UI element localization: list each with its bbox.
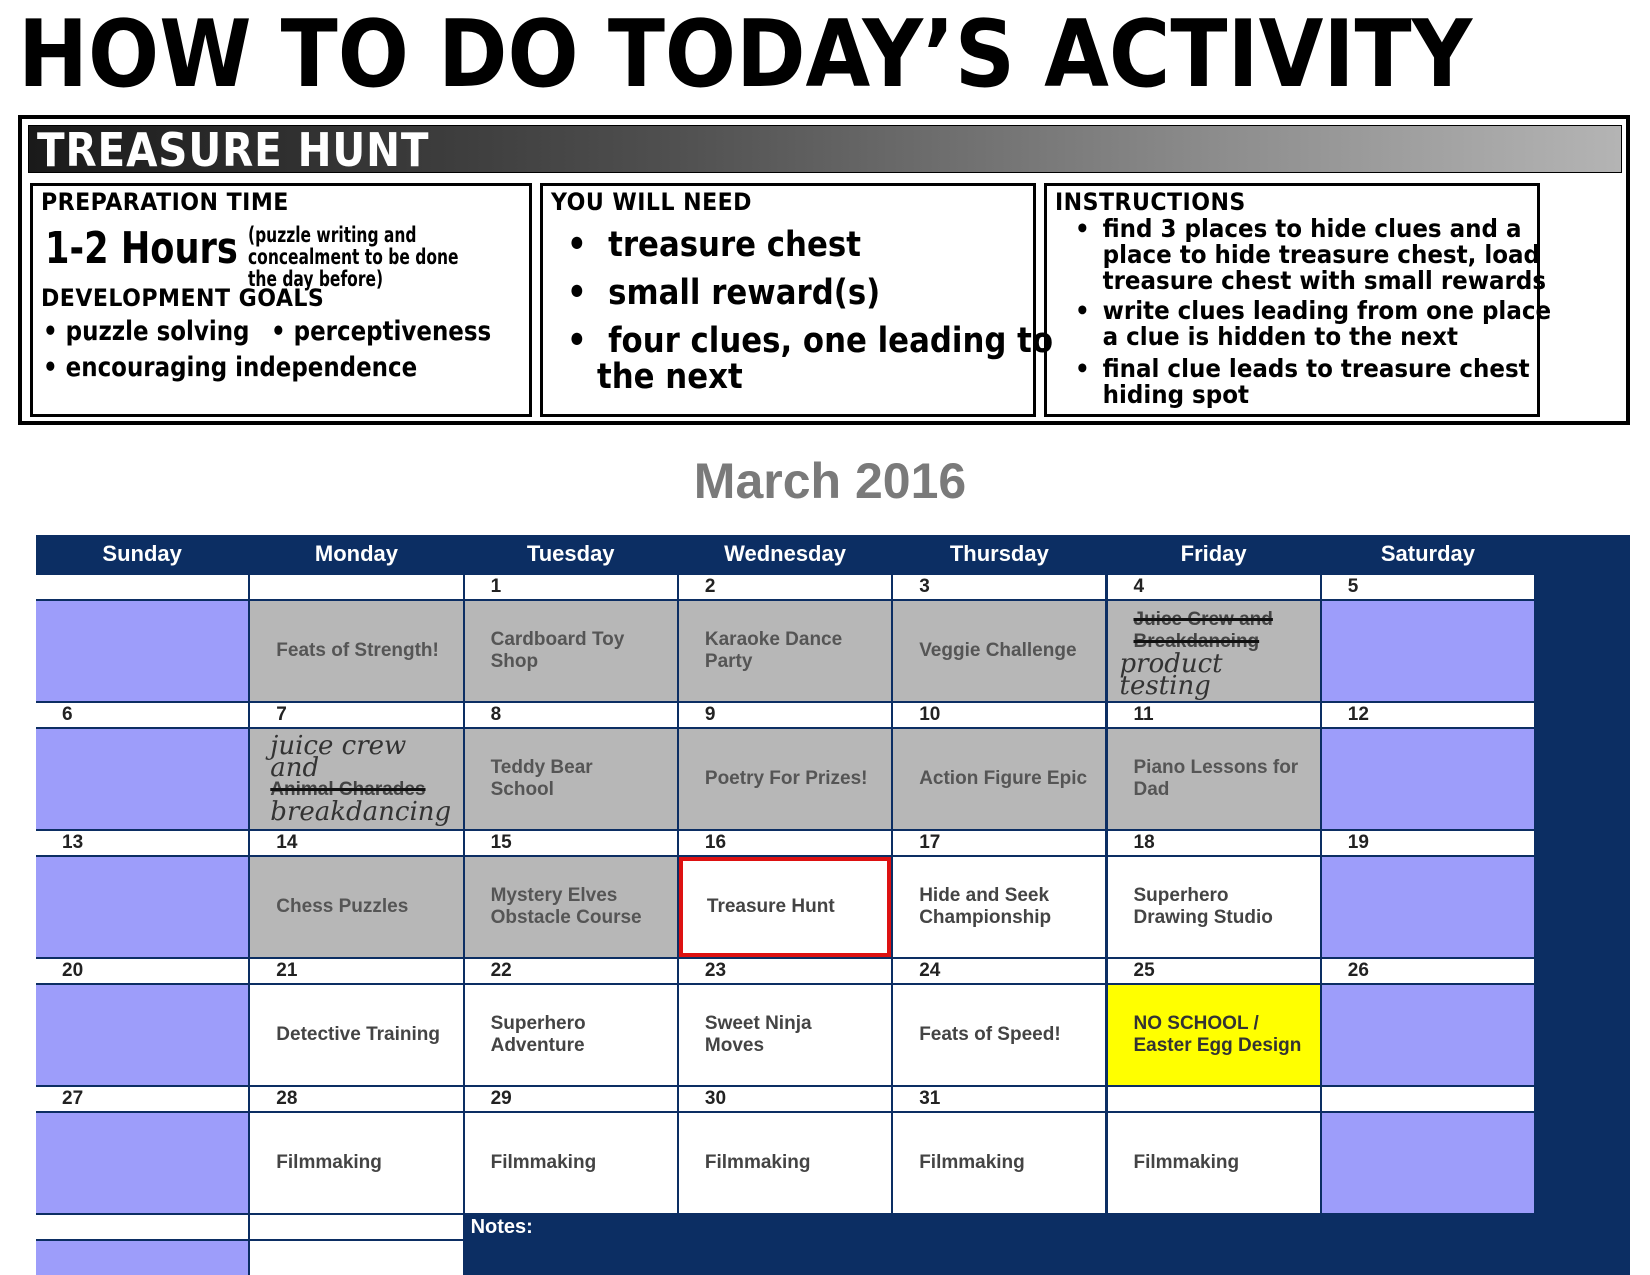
event-label: Filmmaking	[490, 1152, 597, 1173]
goal-item: • puzzle solving	[43, 316, 250, 347]
day-number-cell	[893, 1087, 1105, 1111]
event-label: Filmmaking	[276, 1152, 382, 1173]
day-header: Wednesday	[724, 541, 846, 566]
day-number-cell	[250, 1087, 462, 1111]
day-number-cell	[36, 831, 248, 855]
day-number-cell	[893, 831, 1105, 855]
event-cell[interactable]	[465, 729, 677, 829]
day-number: 25	[1133, 960, 1155, 981]
day-number: 14	[276, 832, 298, 853]
day-header: Tuesday	[526, 541, 615, 566]
day-number-cell	[679, 959, 891, 983]
need-item-continued: the next	[597, 357, 743, 397]
need-item: • four clues, one leading to	[567, 321, 1054, 361]
event-cell[interactable]	[36, 985, 248, 1085]
event-label: Feats of Strength!	[276, 640, 439, 661]
event-label: Feats of Speed!	[919, 1024, 1061, 1045]
day-number: 20	[62, 960, 84, 981]
event-cell[interactable]	[36, 1113, 248, 1213]
event-cell[interactable]	[1322, 1113, 1534, 1213]
handwritten-note: breakdancing	[270, 797, 452, 827]
notes-row-cell	[36, 1241, 248, 1275]
handwritten-note: product testing	[1119, 649, 1223, 701]
prep-note: (puzzle writing and concealment to be done the day before)	[248, 223, 459, 291]
page-title: HOW TO DO TODAY’S ACTIVITY	[18, 0, 1473, 108]
day-number-cell	[250, 831, 462, 855]
event-label: NO SCHOOL / Easter Egg Design	[1133, 1013, 1302, 1056]
day-number: 8	[490, 704, 502, 725]
event-label: Sweet Ninja Moves	[704, 1013, 812, 1056]
day-number: 19	[1347, 832, 1369, 853]
day-number-cell	[1322, 703, 1534, 727]
day-number: 31	[919, 1088, 941, 1109]
event-cell[interactable]	[465, 601, 677, 701]
day-number-cell	[465, 1087, 677, 1111]
day-number-cell	[1322, 1087, 1534, 1111]
event-cell[interactable]	[893, 985, 1105, 1085]
day-header: Friday	[1180, 541, 1247, 566]
event-label: Mystery Elves Obstacle Course	[490, 885, 642, 928]
event-cell[interactable]	[893, 729, 1105, 829]
preparation-panel	[30, 183, 532, 417]
goal-item: • perceptiveness	[271, 316, 492, 347]
event-cell[interactable]	[250, 601, 462, 701]
event-cell[interactable]	[1108, 857, 1320, 957]
instructions-heading: INSTRUCTIONS	[1055, 188, 1246, 216]
event-label: Filmmaking	[704, 1152, 811, 1173]
day-number: 29	[490, 1088, 512, 1109]
day-number: 22	[490, 960, 512, 981]
day-number-cell	[465, 959, 677, 983]
day-number-cell	[465, 831, 677, 855]
calendar-title: March 2016	[693, 453, 967, 509]
day-number-cell	[1108, 703, 1320, 727]
instruction-item: • final clue leads to treasure chest hiding spot	[1075, 354, 1530, 409]
day-number-cell	[893, 703, 1105, 727]
day-number-cell	[1108, 575, 1320, 599]
event-label: Veggie Challenge	[919, 640, 1077, 661]
day-number: 5	[1347, 576, 1359, 597]
event-label: Piano Lessons for Dad	[1133, 757, 1299, 800]
prep-time: 1-2 Hours	[45, 223, 238, 274]
day-number-cell	[893, 575, 1105, 599]
event-label: Treasure Hunt	[706, 896, 835, 917]
day-number-cell	[1108, 831, 1320, 855]
event-cell[interactable]	[1322, 601, 1534, 701]
activity-name: TREASURE HUNT	[37, 123, 430, 177]
event-cell[interactable]	[1108, 985, 1320, 1085]
day-number-cell	[36, 575, 248, 599]
event-cell[interactable]	[1108, 1113, 1320, 1213]
event-cell[interactable]	[1108, 729, 1320, 829]
day-number-cell	[679, 831, 891, 855]
event-cell[interactable]	[465, 985, 677, 1085]
day-number-cell	[250, 575, 462, 599]
event-cell[interactable]	[1322, 985, 1534, 1085]
need-item: • small reward(s)	[567, 273, 881, 313]
handwritten-note: juice crew and	[270, 731, 407, 783]
day-number: 7	[276, 704, 287, 725]
event-label: Chess Puzzles	[276, 896, 409, 917]
day-number-cell	[36, 1087, 248, 1111]
day-number-cell	[679, 1087, 891, 1111]
notes-row-cell	[250, 1241, 462, 1275]
day-number: 11	[1133, 704, 1154, 725]
event-cell[interactable]	[1322, 857, 1534, 957]
day-number-cell	[1108, 959, 1320, 983]
needs-heading: YOU WILL NEED	[551, 188, 752, 216]
activity-box	[18, 115, 1630, 425]
day-number: 10	[919, 704, 941, 725]
day-number: 30	[704, 1088, 727, 1109]
day-header: Saturday	[1380, 541, 1476, 566]
notes-row-cell	[250, 1215, 462, 1239]
event-label: Superhero Drawing Studio	[1133, 885, 1273, 928]
event-cell[interactable]	[893, 1113, 1105, 1213]
event-cell[interactable]	[893, 857, 1105, 957]
day-number-cell	[36, 703, 248, 727]
day-number: 21	[276, 960, 298, 981]
day-number: 23	[704, 960, 727, 981]
struck-event-label: Juice Crew and Breakdancing	[1133, 609, 1273, 652]
day-number: 18	[1133, 832, 1155, 853]
day-number-cell	[1322, 831, 1534, 855]
event-cell[interactable]	[893, 601, 1105, 701]
day-number: 15	[490, 832, 512, 853]
event-cell[interactable]	[465, 1113, 677, 1213]
day-number-cell	[250, 959, 462, 983]
event-cell[interactable]	[679, 601, 891, 701]
event-cell[interactable]	[250, 857, 462, 957]
day-number: 28	[276, 1088, 298, 1109]
event-label: Karaoke Dance Party	[704, 629, 843, 672]
day-number-cell	[679, 703, 891, 727]
day-number: 17	[919, 832, 941, 853]
day-number-cell	[893, 959, 1105, 983]
event-cell[interactable]	[465, 857, 677, 957]
day-number: 3	[919, 576, 930, 597]
day-header: Monday	[314, 541, 398, 566]
event-cell[interactable]	[1322, 729, 1534, 829]
event-cell[interactable]	[679, 857, 891, 957]
struck-event-label: Animal Charades	[270, 779, 426, 800]
event-cell[interactable]	[679, 985, 891, 1085]
event-cell[interactable]	[36, 729, 248, 829]
day-number-cell	[465, 703, 677, 727]
goal-item: • encouraging independence	[43, 352, 418, 383]
event-cell[interactable]	[250, 1113, 462, 1213]
day-number: 12	[1347, 704, 1369, 725]
day-number: 4	[1133, 576, 1145, 597]
prep-heading: PREPARATION TIME	[41, 188, 289, 216]
instruction-item: • write clues leading from one place a clue is hidden to the next	[1075, 296, 1552, 351]
day-number-cell	[1322, 959, 1534, 983]
day-number-cell	[250, 703, 462, 727]
event-label: Filmmaking	[1133, 1152, 1240, 1173]
event-label: Teddy Bear School	[490, 757, 593, 800]
event-cell[interactable]	[250, 729, 462, 829]
day-number-cell	[1322, 575, 1534, 599]
goals-heading: DEVELOPMENT GOALS	[41, 284, 325, 312]
calendar-grid	[36, 535, 1630, 1275]
instructions-panel	[1044, 183, 1552, 417]
day-number-cell	[1108, 1087, 1320, 1111]
day-number: 6	[62, 704, 73, 725]
event-label: Hide and Seek Championship	[919, 885, 1052, 928]
day-number: 27	[62, 1088, 84, 1109]
event-cell[interactable]	[250, 985, 462, 1085]
event-cell[interactable]	[679, 1113, 891, 1213]
event-label: Filmmaking	[919, 1152, 1025, 1173]
day-header: Sunday	[102, 541, 182, 566]
event-cell[interactable]	[679, 729, 891, 829]
event-label: Superhero Adventure	[490, 1013, 586, 1056]
needs-panel	[540, 183, 1054, 417]
event-cell[interactable]	[36, 601, 248, 701]
day-number-cell	[679, 575, 891, 599]
day-number: 9	[704, 704, 716, 725]
need-item: • treasure chest	[567, 225, 861, 265]
activity-banner	[28, 123, 1622, 177]
event-label: Action Figure Epic	[919, 768, 1088, 789]
day-number: 26	[1347, 960, 1369, 981]
day-number-cell	[36, 959, 248, 983]
event-cell[interactable]	[1108, 601, 1320, 701]
instruction-item: • find 3 places to hide clues and a place to hide treasure chest, load treasure chest with small rewards	[1075, 214, 1547, 295]
day-number: 24	[919, 960, 941, 981]
day-number-cell	[465, 575, 677, 599]
notes-label: Notes:	[470, 1216, 533, 1238]
day-number: 16	[704, 832, 727, 853]
notes-row-cell	[36, 1215, 248, 1239]
day-number: 2	[704, 576, 716, 597]
event-label: Cardboard Toy Shop	[490, 629, 625, 672]
event-cell[interactable]	[36, 857, 248, 957]
event-label: Poetry For Prizes!	[704, 768, 868, 789]
event-label: Detective Training	[276, 1024, 440, 1045]
day-number: 13	[62, 832, 84, 853]
day-header: Thursday	[949, 541, 1049, 566]
day-number: 1	[490, 576, 502, 597]
